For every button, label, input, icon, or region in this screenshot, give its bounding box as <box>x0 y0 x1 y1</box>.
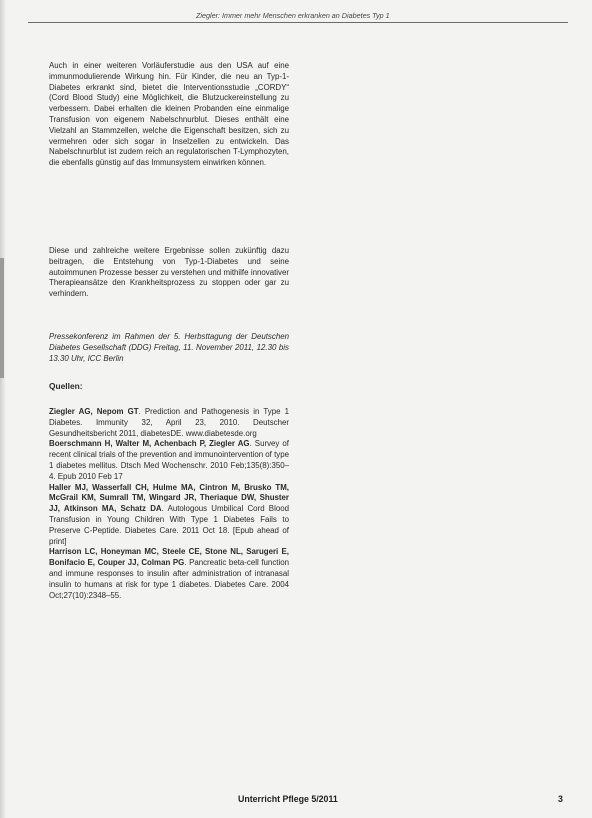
reference-authors: Harrison LC, Honeyman MC, Steele CE, Stone NL, Sarugeri E, Bonifacio E, Couper JJ, Colman PG <box>49 547 289 568</box>
press-note-text: Pressekonferenz im Rahmen der 5. Herbsttagung der Deutschen Diabetes Gesellschaft (DDG) Freitag, 11. November 2011, 12.30 bis 13.30 Uhr, ICC Berlin <box>49 332 289 363</box>
reference-item <box>49 407 289 439</box>
outlook-paragraph <box>49 246 289 300</box>
reference-authors: Haller MJ, Wasserfall CH, Hulme MA, Cintron M, Brusko TM, McGrail KM, Sumrall TM, Wingard JR, Theriaque DW, Shuster JJ, Atkinson MA, Schatz DA <box>49 482 289 514</box>
footer-page-number: 3 <box>558 794 563 804</box>
scan-edge-mark <box>0 258 4 378</box>
press-conference-note <box>49 332 289 364</box>
outlook-text: Diese und zahlreiche weitere Ergebnisse sollen zukünftig dazu beitragen, die Entstehung von Typ-1-Diabetes und seine autoimmunen Prozesse besser zu verstehen und mithilfe innovativer Therapieansätze den Krankheitsprozess zu stoppen oder gar zu verhindern. <box>49 246 289 299</box>
intro-paragraph <box>49 61 289 169</box>
reference-item <box>49 439 289 482</box>
reference-text: . Autologous Umbilical Cord Blood Transfusion in Young Children With Type 1 Diabetes Fails to Preserve C-Peptide. Diabetes Care. 2011 Oct 18. [Epub ahead of print] <box>49 504 289 546</box>
reference-text: . Pancreatic beta-cell function and immune responses to insulin after administration of intranasal insulin to humans at risk for type 1 diabetes. Diabetes Care. 2004 Oct;27(10):2348–55. <box>49 558 289 600</box>
running-title: Ziegler: Immer mehr Menschen erkranken an Diabetes Typ 1 <box>196 11 390 20</box>
reference-text: . Survey of recent clinical trials of the prevention and immunointervention of type 1 diabetes mellitus. Dtsch Med Wochenschr. 2010 Feb;135(8):350–4. Epub 2010 Feb 17 <box>49 439 289 481</box>
scan-edge-shadow <box>0 0 6 818</box>
footer-journal-title: Unterricht Pflege 5/2011 <box>238 794 338 804</box>
header-rule <box>28 22 568 23</box>
reference-text: . Prediction and Pathogenesis in Type 1 Diabetes. Immunity 32, April 23, 2010. Deutscher Gesundheitsbericht 2011, diabetesDE. www.diabetesde.org <box>49 407 289 438</box>
reference-item <box>49 547 289 601</box>
reference-item <box>49 483 289 548</box>
reference-authors: Ziegler AG, Nepom GT <box>49 407 139 416</box>
reference-authors: Boerschmann H, Walter M, Achenbach P, Ziegler AG <box>49 439 250 449</box>
reference-list <box>49 407 289 601</box>
intro-text: Auch in einer weiteren Vorläuferstudie aus den USA auf eine immunmodulierende Wirkung hin. Für Kinder, die neu an Typ-1-Diabetes erkrankt sind, bietet die Interventionsstudie „CORDY“ (Cord Blood Study) eine Möglichkeit, die Blutzuckereinstellung zu verbessern. Dabei erhalten die kleinen Probanden eine einmalige Transfusion von eigenem Nabelschnurblut. Dieses enthält eine Vielzahl an Stammzellen, welche die Eigenschaft besitzen, sich zu vermehren oder sich sogar in Inselzellen zu entwickeln. Das Nabelschnurblut ist zudem reich an regulatorischen T-Lymphozyten, die ebenfalls günstig auf das Immunsystem einwirken können. <box>49 61 289 168</box>
sources-heading: Quellen: <box>49 381 83 391</box>
